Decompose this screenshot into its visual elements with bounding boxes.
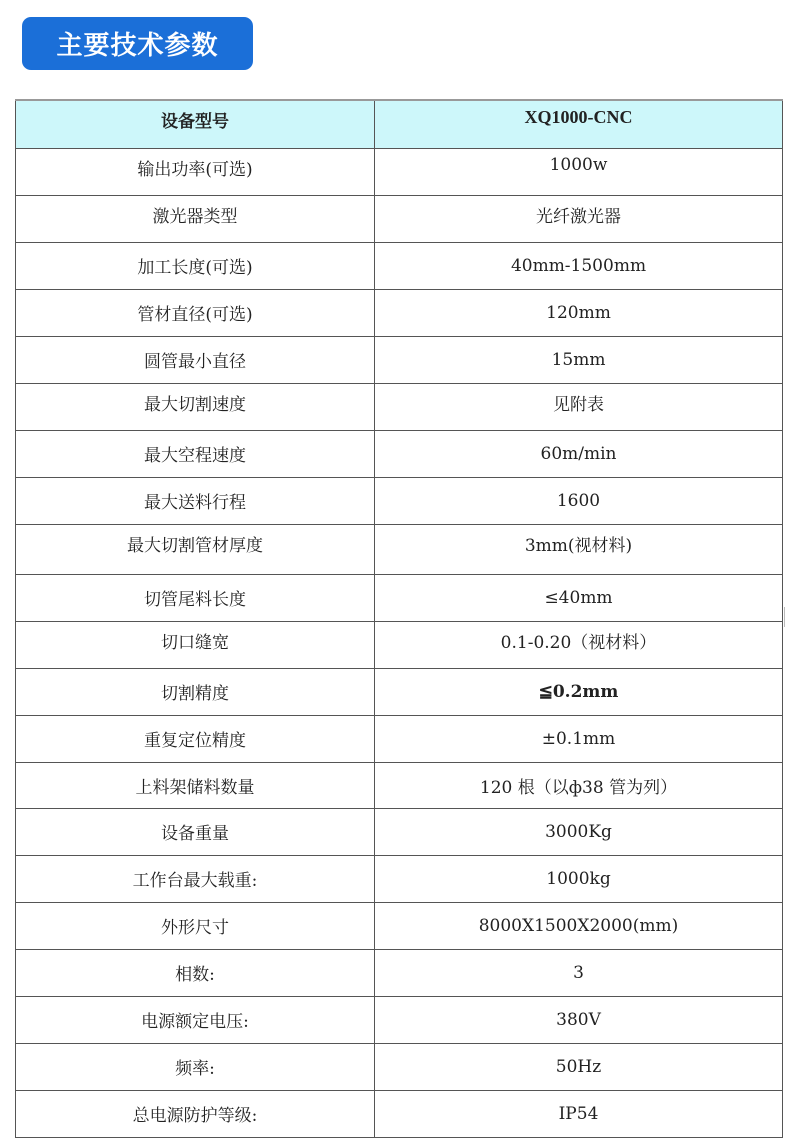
row-value: 3000Kg	[375, 808, 783, 855]
table-row	[16, 195, 783, 242]
row-label: 设备重量	[16, 808, 375, 855]
table-row	[16, 621, 783, 668]
row-label: 最大切割速度	[16, 383, 375, 430]
row-value: 0.1-0.20（视材料）	[375, 621, 783, 668]
row-value: 见附表	[375, 383, 783, 430]
row-value: 3	[375, 949, 783, 996]
table-row	[16, 996, 783, 1043]
row-label: 上料架储料数量	[16, 762, 375, 808]
row-label: 相数:	[16, 949, 375, 996]
table-row	[16, 383, 783, 430]
header-label-cell: 设备型号	[16, 100, 375, 148]
row-value: IP54	[375, 1090, 783, 1137]
table-row	[16, 808, 783, 855]
spec-table	[15, 99, 783, 1138]
row-label: 切割精度	[16, 668, 375, 715]
table-row	[16, 148, 783, 195]
row-label: 电源额定电压:	[16, 996, 375, 1043]
row-label: 频率:	[16, 1043, 375, 1090]
row-value: 3mm(视材料)	[375, 524, 783, 574]
row-label: 激光器类型	[16, 195, 375, 242]
row-value: ±0.1mm	[375, 715, 783, 762]
row-label: 重复定位精度	[16, 715, 375, 762]
table-row	[16, 477, 783, 524]
row-label: 最大切割管材厚度	[16, 524, 375, 574]
row-label: 输出功率(可选)	[16, 148, 375, 195]
table-row	[16, 668, 783, 715]
row-label: 切口缝宽	[16, 621, 375, 668]
header-value-cell: XQ1000-CNC	[375, 100, 783, 148]
row-label: 加工长度(可选)	[16, 242, 375, 289]
row-value: 8000X1500X2000(mm)	[375, 902, 783, 949]
row-value: 光纤激光器	[375, 195, 783, 242]
row-label: 切管尾料长度	[16, 574, 375, 621]
section-title-banner	[22, 17, 253, 70]
table-row	[16, 902, 783, 949]
table-row	[16, 762, 783, 808]
table-row	[16, 242, 783, 289]
table-header-row	[16, 100, 783, 148]
row-value: 120 根（以ф38 管为列）	[375, 762, 783, 808]
row-label: 总电源防护等级:	[16, 1090, 375, 1137]
row-value: 380V	[375, 996, 783, 1043]
row-value: 40mm-1500mm	[375, 242, 783, 289]
row-value: 60m/min	[375, 430, 783, 477]
table-row	[16, 855, 783, 902]
row-value: 1600	[375, 477, 783, 524]
table-row	[16, 1043, 783, 1090]
table-row	[16, 430, 783, 477]
row-label: 圆管最小直径	[16, 336, 375, 383]
row-value: 1000w	[375, 148, 783, 195]
row-value: ≦0.2mm	[375, 668, 783, 715]
page-edge-marker	[784, 607, 789, 627]
table-row	[16, 715, 783, 762]
table-row	[16, 574, 783, 621]
table-row	[16, 524, 783, 574]
row-value: 120mm	[375, 289, 783, 336]
row-label: 外形尺寸	[16, 902, 375, 949]
row-value: 50Hz	[375, 1043, 783, 1090]
row-label: 最大空程速度	[16, 430, 375, 477]
row-value: 15mm	[375, 336, 783, 383]
row-label: 最大送料行程	[16, 477, 375, 524]
table-row	[16, 1090, 783, 1137]
table-row	[16, 289, 783, 336]
section-title: 主要技术参数	[56, 31, 219, 61]
row-value: 1000kg	[375, 855, 783, 902]
row-value: ≤40mm	[375, 574, 783, 621]
row-label: 管材直径(可选)	[16, 289, 375, 336]
table-row	[16, 949, 783, 996]
table-row	[16, 336, 783, 383]
row-label: 工作台最大载重:	[16, 855, 375, 902]
